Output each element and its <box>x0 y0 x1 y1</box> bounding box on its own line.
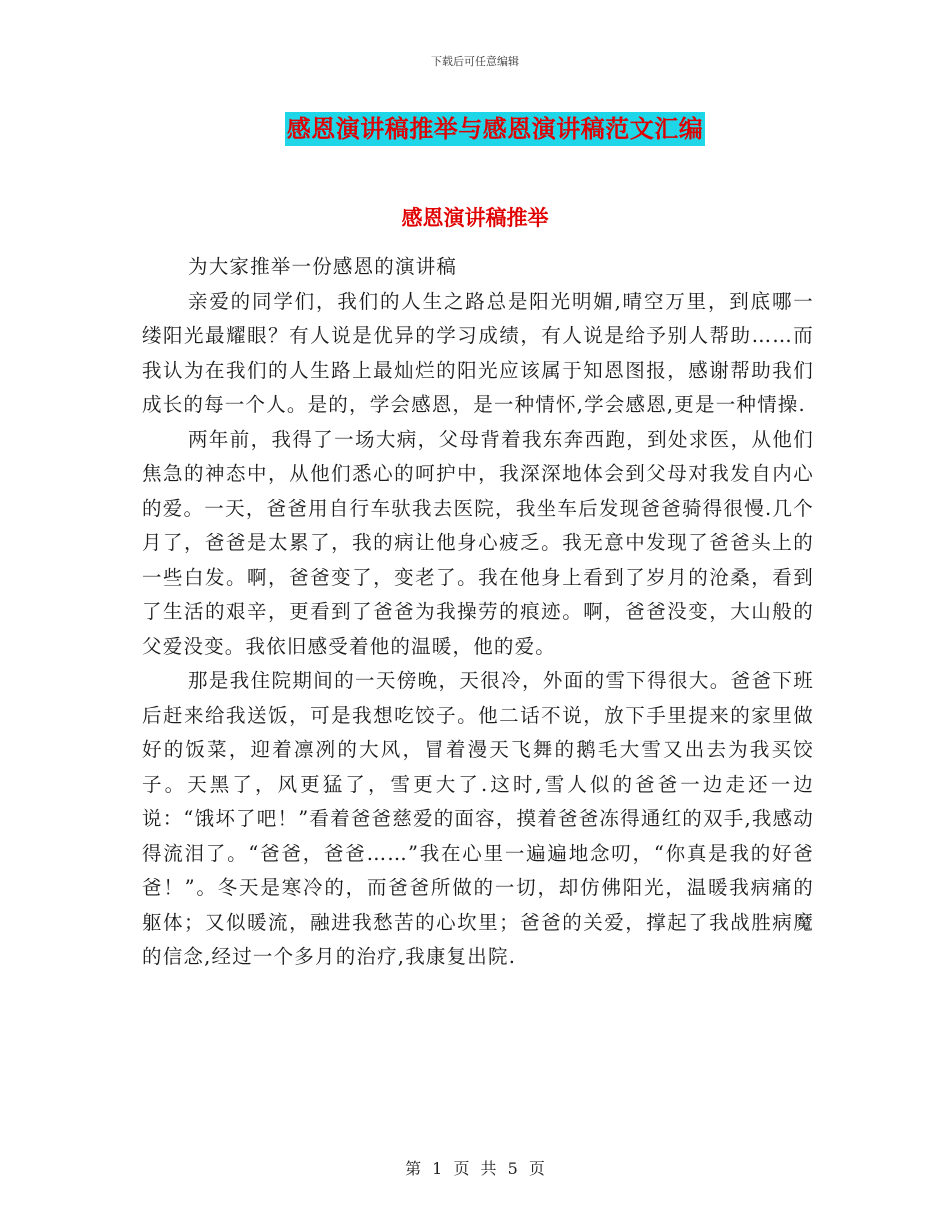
paragraph-illness: 两年前，我得了一场大病，父母背着我东奔西跑，到处求医，从他们焦急的神态中，从他们悉心的呵护中，我深深地体会到父母对我发自内心的爱。一天，爸爸用自行车驮我去医院，我坐车后发现爸爸骑得很慢.几个月了，爸爸是太累了，我的病让他身心疲乏。我无意中发现了爸爸头上的一些白发。啊，爸爸变了，变老了。我在他身上看到了岁月的沧桑，看到了生活的艰辛，更看到了爸爸为我操劳的痕迹。啊，爸爸没变，大山般的父爱没变。我依旧感受着他的温暖，他的爱。 <box>142 427 814 658</box>
paragraph-opening: 亲爱的同学们，我们的人生之路总是阳光明媚,晴空万里，到底哪一缕阳光最耀眼？有人说是优异的学习成绩，有人说是给予别人帮助……而我认为在我们的人生路上最灿烂的阳光应该属于知恩图报，感谢帮助我们成长的每一个人。是的，学会感恩，是一种情怀,学会感恩,更是一种情操. <box>142 289 814 416</box>
page-number-footer: 第 1 页 共 5 页 <box>405 1159 545 1178</box>
document-title: 感恩演讲稿推举与感恩演讲稿范文汇编 <box>285 112 706 146</box>
paragraph-snowy-evening: 那是我住院期间的一天傍晚，天很冷，外面的雪下得很大。爸爸下班后赶来给我送饭，可是我想吃饺子。他二话不说，放下手里提来的家里做好的饭菜，迎着凛冽的大风，冒着漫天飞舞的鹅毛大雪又出去为我买饺子。天黑了，风更猛了，雪更大了.这时,雪人似的爸爸一边走还一边说：“饿坏了吧！”看着爸爸慈爱的面容，摸着爸爸冻得通红的双手,我感动得流泪了。“爸爸，爸爸……”我在心里一遍遍地念叨，“你真是我的好爸爸！”。冬天是寒冷的，而爸爸所做的一切，却仿佛阳光，温暖我病痛的躯体；又似暖流，融进我愁苦的心坎里；爸爸的关爱，撑起了我战胜病魔的信念,经过一个多月的治疗,我康复出院. <box>142 669 814 968</box>
header-note: 下载后可任意编辑 <box>431 55 519 68</box>
paragraph-intro: 为大家推举一份感恩的演讲稿 <box>188 255 458 278</box>
document-title-wrapper <box>0 112 950 146</box>
section-title: 感恩演讲稿推举 <box>401 206 549 230</box>
document-body <box>142 250 814 975</box>
